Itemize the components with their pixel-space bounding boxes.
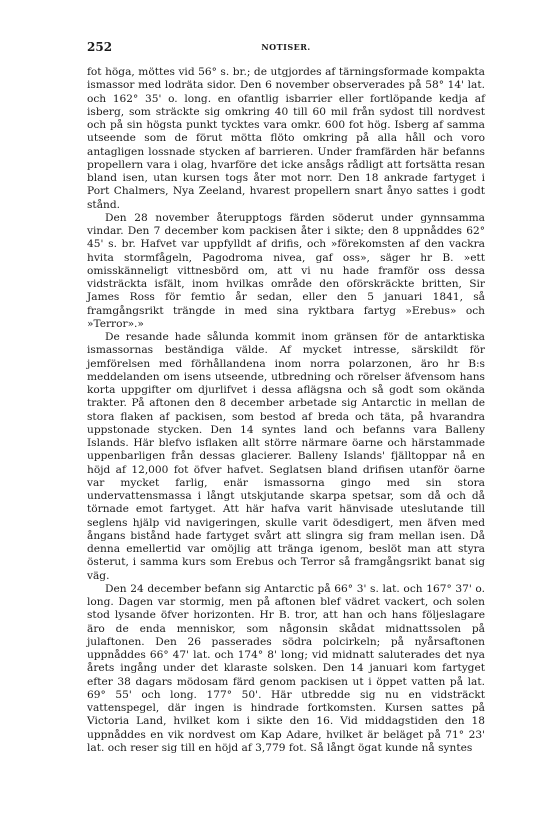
paragraph-1: fot höga, möttes vid 56° s. br.; de utgjordes af tärningsformade kompakta ismassor med lodräta sidor. Den 6 november observerades på 58° 14' lat. och 162° 35' o. long. en ofantlig isbarrier eller fortlöpande kedja af isberg, som sträckte sig omkring 40 till 60 mil från sydost till nordvest och på sin högsta punkt tycktes vara omkr. 600 fot hög. Isberg af samma utseende som de förut mötta flöto omkring på alla håll och voro antagligen lossnade stycken af barrieren. Under framfärden här befanns propellern vara i olag, hvarföre det icke ansågs rådligt att fortsätta resan bland isen, utan kursen togs åter mot norr. Den 18 ankrade fartyget i Port Chalmers, Nya Zeeland, hvarest propellern snart ånyo sattes i godt stånd. xyxy=(87,66,485,211)
running-head xyxy=(87,40,485,56)
page xyxy=(87,40,485,755)
paragraph-3: De resande hade sålunda kommit inom gränsen för de antarktiska ismassornas beständiga välde. Af mycket intresse, särskildt för jemförelsen med förhållandena inom norra polarzonen, äro hr B:s meddelanden om isens utseende, utbredning och rörelser äfvensom hans korta uppgifter om djurlifvet i dessa aflägsna och så godt som okända trakter. På aftonen den 8 december arbetade sig Antarctic in mellan de stora flaken af packisen, som bestod af breda och täta, på hvarandra uppstonade stycken. Den 14 syntes land och befanns vara Balleny Islands. Här blefvo isflaken allt större närmare öarne och härstammade uppenbarligen från dessas glacierer. Balleny Islands' fjälltoppar nå en höjd af 12,000 fot öfver hafvet. Seglatsen bland drifisen utanför öarne var mycket farlig, enär ismassorna gingo med sin stora undervattensmassa i långt utskjutande skarpa spetsar, som då och då törnade emot fartyget. Att här hafva varit hänvisade uteslutande till seglens hjälp vid navigeringen, skulle varit ödesdigert, men äfven med ångans bistånd hade fartyget svårt att slingra sig fram mellan isen. Då denna emellertid var omöjlig att tränga igenom, beslöt man att styra österut, i samma kurs som Erebus och Terror så framgångsrikt banat sig väg. xyxy=(87,331,485,582)
paragraph-4: Den 24 december befann sig Antarctic på 66° 3' s. lat. och 167° 37' o. long. Dagen var stormig, men på aftonen blef vädret vackert, och solen stod lysande öfver horizonten. Hr B. tror, att han och hans följeslagare äro de enda menniskor, som någonsin skådat midnattssolen på julaftonen. Den 26 passerades södra polcirkeln; på nyårsaftonen uppnåddes 66° 47' lat. och 174° 8' long; vid midnatt saluterades det nya årets ingång under det klaraste solsken. Den 14 januari kom fartyget efter 38 dagars mödosam färd genom packisen ut i öppet vatten på lat. 69° 55' och long. 177° 50'. Här utbredde sig nu en vidsträckt vattenspegel, där ingen is hindrade fortkomsten. Kursen sattes på Victoria Land, hvilket kom i sikte den 16. Vid middagstiden den 18 uppnåddes en vik nordvest om Kap Adare, hvilket är beläget på 71° 23' lat. och reser sig till en höjd af 3,779 fot. Så långt ögat kunde nå syntes xyxy=(87,582,485,754)
header-title: NOTISER. xyxy=(261,42,311,52)
page-number: 252 xyxy=(87,40,113,54)
body-text xyxy=(87,66,485,755)
paragraph-2: Den 28 november återupptogs färden söderut under gynnsamma vindar. Den 7 december kom packisen åter i sikte; den 8 uppnåddes 62° 45' s. br. Hafvet var uppfylldt af drifis, och »förekomsten af den vackra hvita stormfågeln, Pagodroma nivea, gaf oss», säger hr B. »ett omisskänneligt vittnesbörd om, att vi nu hade framför oss dessa vidsträckta isfält, inom hvilkas område den oförskräckte britten, Sir James Ross för femtio år sedan, eller den 5 januari 1841, så framgångsrikt trängde in med sina ryktbara fartyg »Erebus» och »Terror».» xyxy=(87,211,485,330)
